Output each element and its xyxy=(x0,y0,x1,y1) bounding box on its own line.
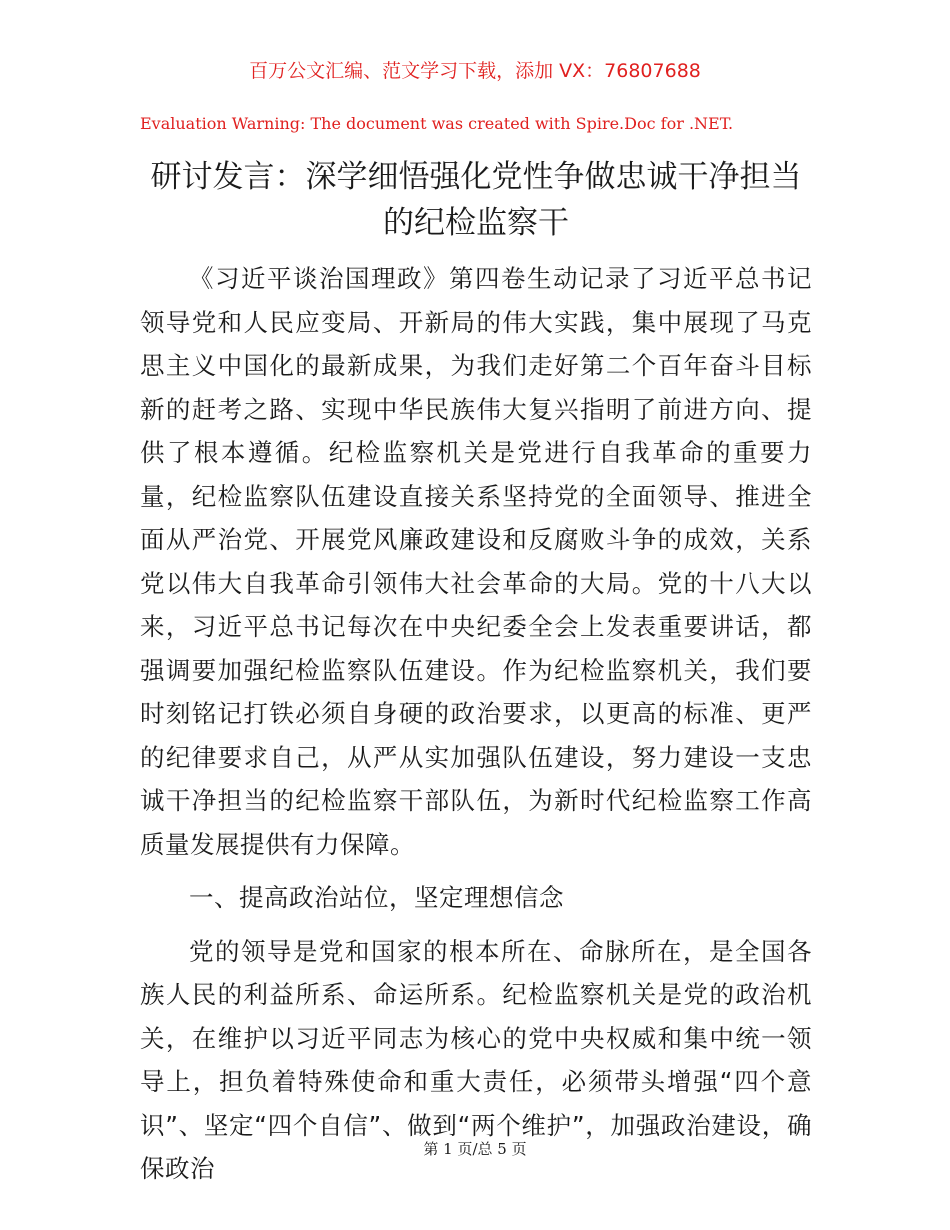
page-indicator: 第 1 页/总 5 页 xyxy=(423,1140,527,1158)
document-title: 研讨发言：深学细悟强化党性争做忠诚干净担当的纪检监察干 xyxy=(150,159,802,241)
document-body xyxy=(140,257,812,1201)
body-paragraph: 党的领导是党和国家的根本所在、命脉所在，是全国各族人民的利益所系、命运所系。纪检监察机关是党的政治机关，在维护以习近平同志为核心的党中央权威和集中统一领导上，担负着特殊使命和重大责任，必须带头增强“四个意识”、坚定“四个自信”、做到“两个维护”，加强政治建设，确保政治 xyxy=(140,936,812,1183)
evaluation-warning: Evaluation Warning: The document was created with Spire.Doc for .NET. xyxy=(140,114,734,133)
section-heading: 一、提高政治站位，坚定理想信念 xyxy=(189,883,564,912)
body-paragraph: 《习近平谈治国理政》第四卷生动记录了习近平总书记领导党和人民应变局、开新局的伟大实践，集中展现了马克思主义中国化的最新成果，为我们走好第二个百年奋斗目标新的赶考之路、实现中华民族伟大复兴指明了前进方向、提供了根本遵循。纪检监察机关是党进行自我革命的重要力量，纪检监察队伍建设直接关系坚持党的全面领导、推进全面从严治党、开展党风廉政建设和反腐败斗争的成效，关系党以伟大自我革命引领伟大社会革命的大局。党的十八大以来，习近平总书记每次在中央纪委全会上发表重要讲话，都强调要加强纪检监察队伍建设。作为纪检监察机关，我们要时刻铭记打铁必须自身硬的政治要求，以更高的标准、更严的纪律要求自己，从严从实加强队伍建设，努力建设一支忠诚干净担当的纪检监察干部队伍，为新时代纪检监察工作高质量发展提供有力保障。 xyxy=(140,264,812,859)
header-ad-text: 百万公文汇编、范文学习下载，添加 VX：76807688 xyxy=(249,60,701,82)
